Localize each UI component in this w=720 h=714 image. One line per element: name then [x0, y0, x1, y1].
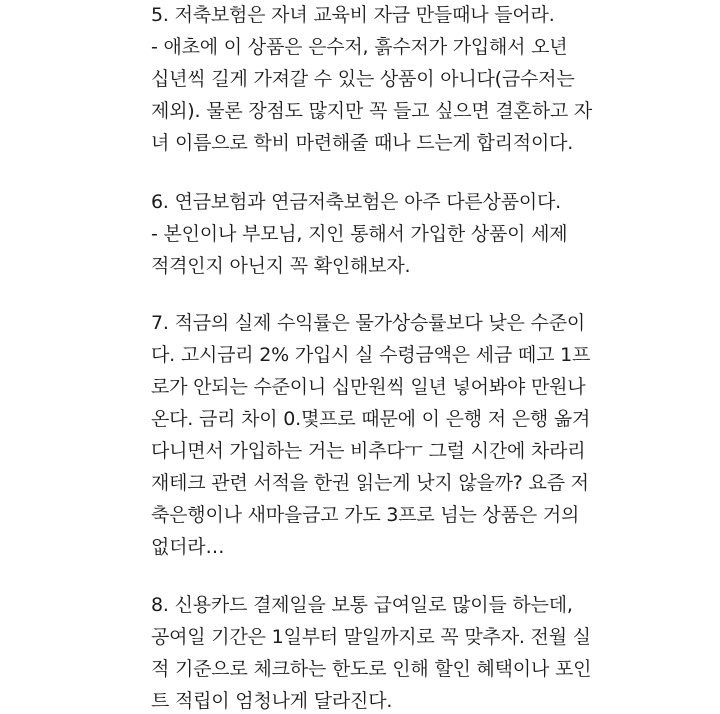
section-5-line-2: - 애초에 이 상품은 은수저, 흙수저가 가입해서 오년 — [151, 36, 568, 58]
section-8-line-2: 공여일 기간은 1일부터 말일까지로 꼭 맞추자. 전월 실 — [151, 626, 591, 648]
section-5-line-3: 십년씩 길게 가져갈 수 있는 상품이 아니다(금수저는 — [151, 68, 575, 90]
section-7-line-8: 없더라… — [151, 536, 225, 558]
section-6-line-3: 적격인지 아닌지 꼭 확인해보자. — [151, 255, 411, 277]
section-5-line-4: 제외). 물론 장점도 많지만 꼭 들고 싶으면 결혼하고 자 — [151, 100, 593, 122]
section-8-line-1: 8. 신용카드 결제일을 보통 급여일로 많이들 하는데, — [151, 594, 573, 616]
section-7-line-2: 다. 고시금리 2% 가입시 실 수령금액은 세금 떼고 1프 — [151, 344, 591, 366]
section-7-line-3: 로가 안되는 수준이니 십만원씩 일년 넣어봐야 만원나 — [151, 376, 586, 398]
section-7-line-4: 온다. 금리 차이 0.몇프로 때문에 이 은행 저 은행 옮겨 — [151, 408, 591, 430]
section-7-line-5: 다니면서 가입하는 거는 비추다ㅜ 그럴 시간에 차라리 — [151, 440, 586, 462]
section-5-line-5: 녀 이름으로 학비 마련해줄 때나 드는게 합리적이다. — [151, 132, 574, 154]
section-6-line-1: 6. 연금보험과 연금저축보험은 아주 다른상품이다. — [151, 191, 562, 213]
section-7-line-6: 재테크 관련 서적을 한권 읽는게 낫지 않을까? 요즘 저 — [151, 472, 589, 494]
section-8-line-4: 트 적립이 엄청나게 달라진다. — [151, 690, 393, 712]
section-7-line-7: 축은행이나 새마을금고 가도 3프로 넘는 상품은 거의 — [151, 504, 580, 526]
section-6-line-2: - 본인이나 부모님, 지인 통해서 가입한 상품이 세제 — [151, 223, 568, 245]
section-7-line-1: 7. 적금의 실제 수익률은 물가상승률보다 낮은 수준이 — [151, 312, 586, 334]
section-5-line-1: 5. 저축보험은 자녀 교육비 자금 만들때나 들어라. — [151, 4, 555, 26]
section-8-line-3: 적 기준으로 체크하는 한도로 인해 할인 혜택이나 포인 — [151, 658, 592, 680]
